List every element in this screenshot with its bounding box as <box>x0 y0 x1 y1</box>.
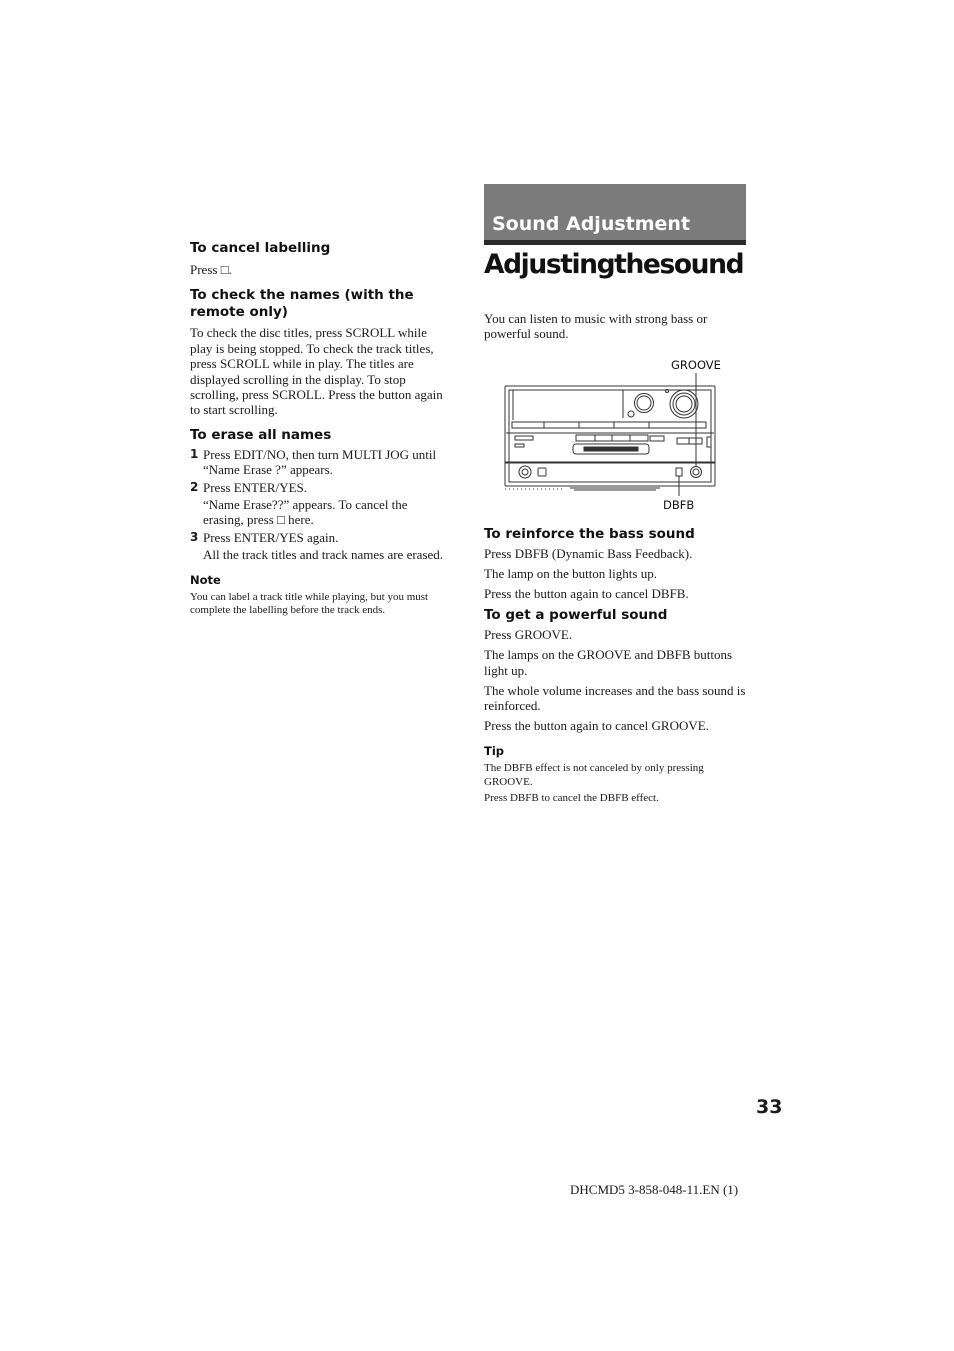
tip-line-1: The DBFB effect is not canceled by only pressing GROOVE. <box>484 762 704 788</box>
step-text <box>203 530 450 563</box>
powerful-line-3: The whole volume increases and the bass sound is reinforced. <box>484 682 746 714</box>
cancel-labelling-text: Press □. <box>190 262 232 277</box>
note-text: You can label a track title while playing, but you must complete the labelling before the track ends. <box>190 590 429 617</box>
cancel-labelling-heading: To cancel labelling <box>190 240 331 256</box>
step-number: 3 <box>190 529 199 544</box>
check-names-heading: To check the names (with the remote only) <box>190 287 414 321</box>
step-main: Press ENTER/YES. <box>203 479 307 495</box>
powerful-sound-heading: To get a powerful sound <box>484 607 668 624</box>
document-code: DHCMD5 3-858-048-11.EN (1) <box>570 1182 739 1197</box>
powerful-line-1: Press GROOVE. <box>484 627 573 643</box>
powerful-line-2: The lamps on the GROOVE and DBFB buttons light up. <box>484 647 733 678</box>
note-heading: Note <box>190 572 221 587</box>
reinforce-bass-heading: To reinforce the bass sound <box>484 525 695 542</box>
stereo-diagram <box>484 356 746 516</box>
step-main: Press ENTER/YES again. <box>203 529 339 545</box>
section-title: Sound Adjustment <box>492 213 691 235</box>
erase-step-3 <box>190 530 450 563</box>
tip-heading: Tip <box>484 744 505 759</box>
left-column <box>190 240 450 618</box>
tip-line-2: Press DBFB to cancel the DBFB effect. <box>484 792 659 805</box>
intro-text: You can listen to music with strong bass or powerful sound. <box>484 311 708 342</box>
stereo-unit-illustration <box>484 356 746 516</box>
page-title: Adjustingthesound <box>484 249 744 280</box>
powerful-line-4: Press the button again to cancel GROOVE. <box>484 718 709 734</box>
step-number: 2 <box>190 479 199 494</box>
step-text <box>203 480 450 528</box>
reinforce-line-3: Press the button again to cancel DBFB. <box>484 585 689 601</box>
step-sub: All the track titles and track names are erased. <box>203 547 444 563</box>
check-names-text: To check the disc titles, press SCROLL while play is being stopped. To check the track titles, press SCROLL while in play. The titles are displayed scrolling in the display. To stop scrolling, press SCROLL. Press the button again to start scrolling. <box>190 325 443 418</box>
right-column <box>484 184 746 806</box>
reinforce-line-1: Press DBFB (Dynamic Bass Feedback). <box>484 545 693 561</box>
section-title-bar <box>484 184 746 245</box>
page-number: 33 <box>756 1096 783 1118</box>
erase-names-heading: To erase all names <box>190 426 332 443</box>
groove-label: GROOVE <box>671 357 721 372</box>
step-sub: “Name Erase??” appears. To cancel the erasing, press □ here. <box>203 497 408 528</box>
step-text: Press EDIT/NO, then turn MULTI JOG until “Name Erase ?” appears. <box>203 446 437 478</box>
erase-step-2 <box>190 480 450 528</box>
step-number: 1 <box>190 446 199 461</box>
reinforce-line-2: The lamp on the button lights up. <box>484 565 657 581</box>
erase-steps <box>190 447 450 563</box>
dbfb-label: DBFB <box>663 497 695 512</box>
erase-step-1 <box>190 447 450 478</box>
